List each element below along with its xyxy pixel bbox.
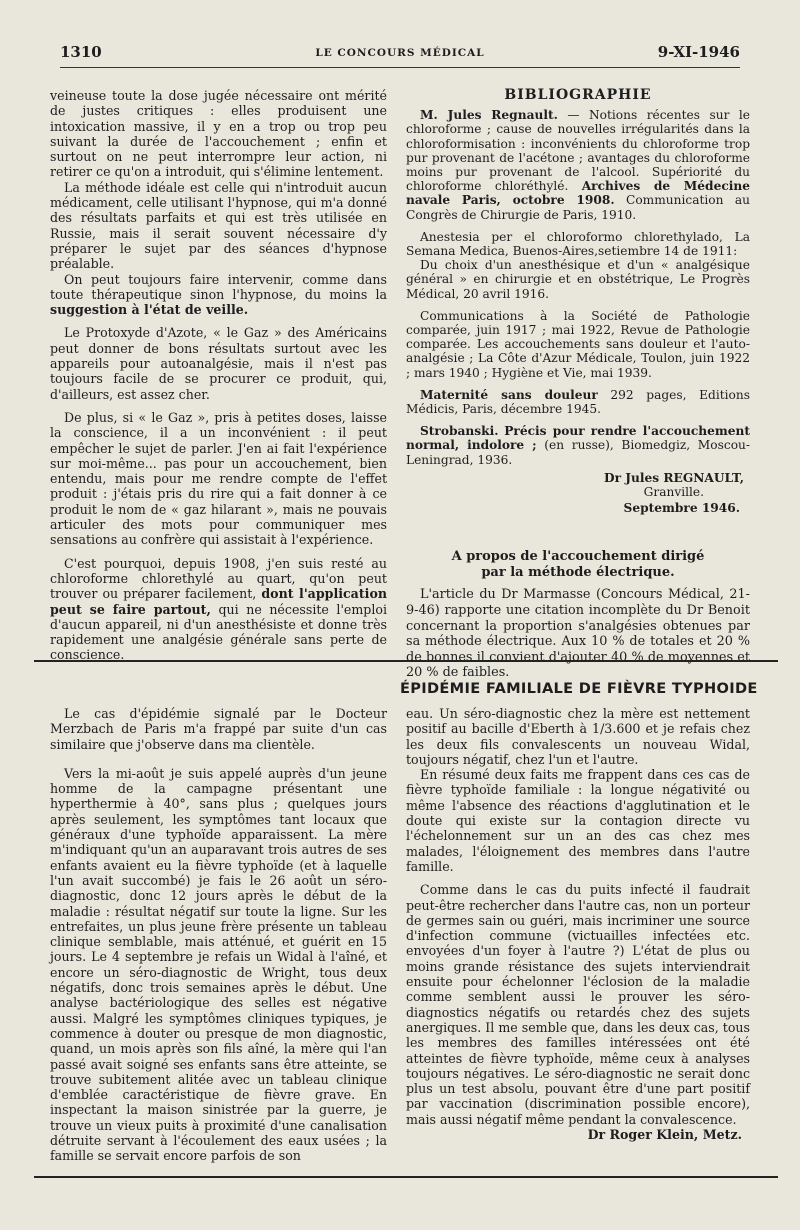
- text-run: On peut toujours faire intervenir, comme dans toute thérapeutique sinon l'hypnose, du moins la: [50, 271, 387, 302]
- header-rule: [60, 67, 740, 68]
- text-run-bold: suggestion à l'état de veille.: [50, 302, 249, 318]
- bibliography-title: BIBLIOGRAPHIE: [504, 87, 652, 103]
- proposal-title: [406, 549, 750, 581]
- bibliography-entry: Du choix d'un anesthésique et d'un « analgésique général » en chirurgie et en obstétrique, Le Progrès Médical, 20 avril 1916.: [406, 258, 750, 301]
- proposal-text: L'article du Dr Marmasse (Concours Médical, 21-9-46) rapporte une citation incomplète du Dr Benoit concernant la proportion s'analgésies obtenues par sa méthode électrique. Aux 10 % de totales et 20 % de bonnes il convient d'ajouter 40 % de moyennes et 20 % de faibles.: [406, 587, 750, 681]
- bibliography-entry: [406, 388, 750, 416]
- entry-author: Strobanski.: [420, 424, 499, 439]
- signature-date: Septembre 1946.: [623, 501, 740, 516]
- paragraph: veineuse toute la dose jugée nécessaire ont mérité de justes critiques : elles produisent une intoxication massive, il y en a trop ou trop peu suivant la durée de l'accouchement ; enfin et surtout on ne peut interrompre leur action, ni retirer ce qu'on a introduit, qui s'élimine lentement.: [50, 88, 387, 180]
- paragraph: De plus, si « le Gaz », pris à petites doses, laisse la conscience, il a un inconvénient : il peut empêcher le sujet de parler. J'en ai fait l'expérience sur moi-même... pas pour un accouchement, bien entendu, mais pour me rendre compte de l'effet produit : j'étais pris du rire qui a fait donner à ce produit le nom de « gaz hilarant », mais ne pouvais articuler des mots pour communiquer mes sensations au confrère qui assistait à l'expérience.: [50, 409, 387, 548]
- paragraph: [50, 272, 387, 318]
- epidemic-left-column: [50, 706, 387, 1164]
- bibliography-entry: [406, 424, 750, 467]
- entry-title: Précis pour rendre l'accouchement normal, indolore ;: [406, 424, 750, 453]
- text-run-bold: dont l'application peut se faire partout,: [50, 586, 388, 617]
- paragraph: [50, 556, 387, 663]
- paragraph: La méthode idéale est celle qui n'introduit aucun médicament, celle utilisant l'hypnose, qui m'a donné des résultats parfaits et qui est très utilisée en Russie, mais il serait souvent nécessaire d'y préparer le sujet par des séances d'hypnose préalable.: [50, 179, 387, 272]
- bibliography-column: [406, 88, 750, 681]
- author-signature: Dr Roger Klein, Metz.: [587, 1127, 742, 1143]
- signature-place: Granville.: [643, 485, 704, 500]
- epidemic-article-title: ÉPIDÉMIE FAMILIALE DE FIÈVRE TYPHOIDE: [400, 680, 758, 697]
- bibliography-entry: [406, 108, 750, 222]
- entry-source: Archives de Médecine navale Paris, octobre 1908.: [406, 179, 750, 208]
- text-run: qui ne nécessite l'emploi d'aucun appareil, ni d'un anesthésiste et donne très rapidement une analgésie générale sans perte de conscience.: [50, 601, 387, 663]
- entry-title: Maternité sans douleur: [420, 387, 598, 402]
- paragraph: Comme dans le cas du puits infecté il faudrait peut-être rechercher dans l'autre cas, non un porteur de germes sain ou guéri, mais incriminer une source d'infection commune (victuailles infectées etc. envoyées d'un foyer à l'autre ?) L'état de plus ou moins grande résistance des sujets interviendrait ensuite pour échelonner l'éclosion de la maladie comme semblent aussi le prouver les séro-diagnostics négatifs ou retardés chez des sujets anergiques. Il me semble que, dans les deux cas, tous les membres des familles intéressées ont été atteintes de fièvre typhoïde, même ceux à analyses toujours négatives. Le séro-diagnostic ne serait donc plus un test absolu, pouvant être d'une part positif par vaccination (discrimination possible encore), mais aussi négatif même pendant la convalescence.: [406, 882, 750, 1127]
- entry-author: M. Jules Regnault.: [420, 108, 558, 123]
- paragraph: Vers la mi-août je suis appelé auprès d'un jeune homme de la campagne présentant une hyperthermie à 40°, sans plus ; quelques jours après seulement, les symptômes tant locaux que généraux d'une typhoïde apparaissent. La mère m'indiquant qu'un an auparavant trois autres de ses enfants avaient eu la fièvre typhoïde (et à laquelle l'un avait succombé) je fais le 26 août un séro-diagnostic, donc 12 jours après le début de la maladie : résultat négatif sur toute la ligne. Sur les entrefaites, un plus jeune frère présente un tableau clinique semblable, mais atténué, et guérit en 15 jours. Le 4 septembre je refais un Widal à l'aîné, et encore un séro-diagnostic de Wright, tous deux négatifs, donc trois semaines après le début. Une analyse bactériologique des selles est négative aussi. Malgré les symptômes cliniques typiques, je commence à douter ou presque de mon diagnostic, quand, un mois après son fils aîné, la mère qui l'an passé avait soigné ses enfants sans être atteinte, se trouve subitement alitée avec un tableau clinique d'emblée caractéristique de fièvre grave. En inspectant la maison sinistrée par la guerre, je trouve un vieux puits à proximité d'une canalisation détruite servant à l'écoulement des eaux usées ; la famille se servait encore parfois de son: [50, 765, 387, 1164]
- entry-text: (en russe), Biomedgiz, Moscou-Leningrad, 1936.: [406, 438, 750, 467]
- epidemic-right-column: [406, 706, 750, 1142]
- paragraph: eau. Un séro-diagnostic chez la mère est nettement positif au bacille d'Eberth à 1/3.600 et je refais chez les deux fils convalescents un nouveau Widal, toujours négatif, chez l'un et l'autre.: [406, 706, 750, 767]
- paragraph: En résumé deux faits me frappent dans ces cas de fièvre typhoïde familiale : la longue négativité ou même l'absence des réactions d'agglutination et le doute qui existe sur la contagion directe vu l'échelonnement sur un an des cas chez mes malades, l'éloignement des membres dans l'autre famille.: [406, 767, 750, 874]
- section-divider: [34, 660, 778, 662]
- text-run: C'est pourquoi, depuis 1908, j'en suis resté au chloroforme chlorethylé au quart, qu'on peut trouver ou préparer facilement,: [50, 555, 387, 602]
- entry-text: — Notions récentes sur le chloroforme ; cause de nouvelles irrégularités dans la chloroformisation : inconvénients du chloroforme trop pur provenant de l'acétone ; avantages du chloroforme moins pur provenant de l'alcool. Supériorité du chloroforme chloréthylé.: [406, 108, 750, 194]
- title-line: par la méthode électrique.: [481, 565, 675, 581]
- journal-title: LE CONCOURS MÉDICAL: [315, 47, 485, 59]
- entry-text: 292 pages, Editions Médicis, Paris, décembre 1945.: [406, 387, 750, 417]
- page-number: 1310: [60, 43, 102, 61]
- issue-date: 9-XI-1946: [657, 43, 740, 61]
- title-line: A propos de l'accouchement dirigé: [451, 549, 705, 565]
- footer-rule: [34, 1176, 778, 1178]
- bibliography-entry: Anestesia per el chloroformo chlorethylado, La Semana Medica, Buenos-Aires,setiembre 14 de 1911:: [406, 229, 750, 259]
- paragraph: Le cas d'épidémie signalé par le Docteur Merzbach de Paris m'a frappé par suite d'un cas similaire que j'observe dans ma clientèle.: [50, 706, 387, 752]
- paragraph: Le Protoxyde d'Azote, « le Gaz » des Américains peut donner de bons résultats surtout avec les appareils pour autoanalgésie, mais il n'est pas toujours facile de se procurer ce produit, qui, d'ailleurs, est assez cher.: [50, 325, 387, 402]
- page-header: [60, 43, 740, 67]
- anesthesia-article-column: [50, 88, 387, 663]
- entry-text: Communication au Congrès de Chirurgie de Paris, 1910.: [406, 193, 751, 222]
- bibliography-entry: Communications à la Société de Pathologie comparée, juin 1917 ; mai 1922, Revue de Pathologie comparée. Les accouchements sans douleur et l'auto-analgésie ; La Côte d'Azur Médicale, Toulon, juin 1922 ; mars 1940 ; Hygiène et Vie, mai 1939.: [406, 308, 750, 380]
- signature-name: Dr Jules REGNAULT,: [604, 470, 744, 485]
